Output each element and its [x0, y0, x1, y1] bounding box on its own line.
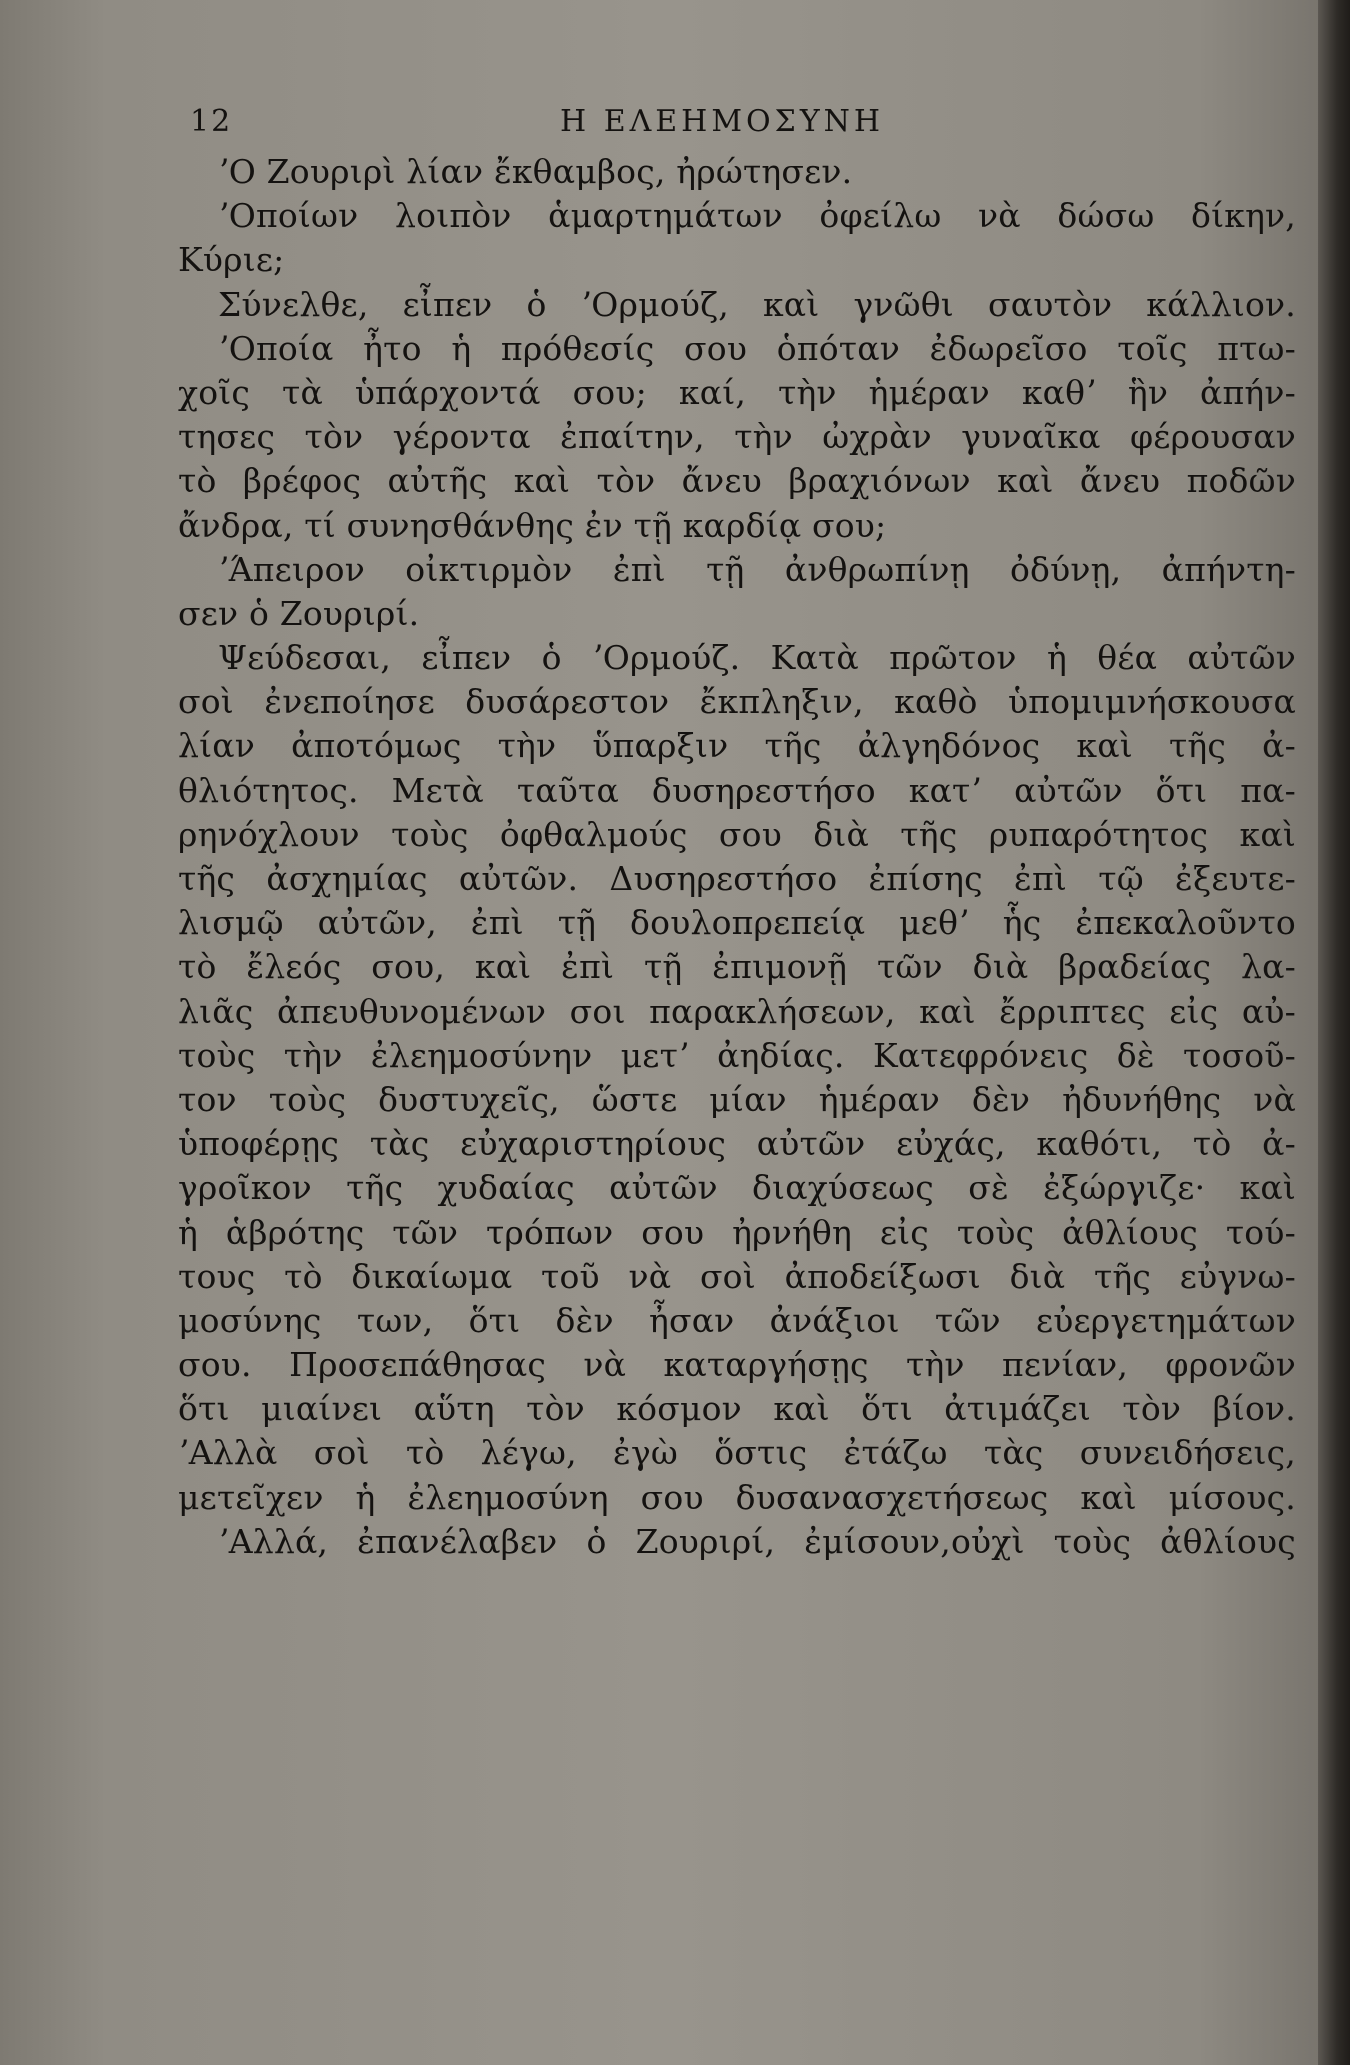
- text-line: θλιότητος. Μετὰ ταῦτα δυσηρεστήσο κατʼ αὐτῶν ὅτι πα-: [178, 770, 1296, 810]
- text-line: τῆς ἀσχημίας αὐτῶν. Δυσηρεστήσο ἐπίσης ἐπὶ τῷ ἐξευτε-: [178, 859, 1296, 898]
- text-line: λίαν ἀποτόμως τὴν ὕπαρξιν τῆς ἀλγηδόνος καὶ τῆς ἀ-: [178, 726, 1296, 766]
- text-line: ἄνδρα, τί συνησθάνθης ἐν τῇ καρδίᾳ σου;: [178, 505, 887, 545]
- text-line: ὅτι μιαίνει αὕτη τὸν κόσμον καὶ ὅτι ἀτιμάζει τὸν βίον.: [178, 1389, 1296, 1429]
- text-line: Σύνελθε, εἶπεν ὁ ʼΟρμούζ, καὶ γνῶθι σαυτὸν κάλλιον.: [218, 284, 1296, 324]
- text-line: γροῖκον τῆς χυδαίας αὐτῶν διαχύσεως σὲ ἐξώργιζε· καὶ: [178, 1168, 1296, 1208]
- text-line: ʼΟποία ἦτο ἡ πρόθεσίς σου ὁπόταν ἐδωρεῖσο τοῖς πτω-: [218, 328, 1296, 368]
- text-line: σου. Προσεπάθησας νὰ καταργήσῃς τὴν πενίαν, φρονῶν: [178, 1345, 1296, 1385]
- text-line: μετεῖχεν ἡ ἐλεημοσύνη σου δυσανασχετήσεως καὶ μίσους.: [178, 1477, 1296, 1517]
- text-line: ὑποφέρῃς τὰς εὐχαριστηρίους αὐτῶν εὐχάς, καθότι, τὸ ἀ-: [178, 1124, 1296, 1164]
- text-line: χοῖς τὰ ὑπάρχοντά σου; καί, τὴν ἡμέραν καθʼ ἣν ἀπήν-: [178, 372, 1296, 412]
- text-line: τους τὸ δικαίωμα τοῦ νὰ σοὶ ἀποδείξωσι διὰ τῆς εὐγνω-: [178, 1256, 1296, 1296]
- running-title: Η ΕΛΕΗΜΟΣΥΝΗ: [560, 104, 885, 139]
- page-edge-shadow: [1318, 0, 1350, 2065]
- text-line: Κύριε;: [178, 240, 285, 280]
- text-line: ρηνόχλουν τοὺς ὀφθαλμούς σου διὰ τῆς ρυπαρότητος καὶ: [178, 814, 1296, 854]
- text-line: τὸ ἔλεός σου, καὶ ἐπὶ τῇ ἐπιμονῇ τῶν διὰ βραδείας λα-: [178, 947, 1296, 987]
- text-line: μοσύνης των, ὅτι δὲν ἦσαν ἀνάξιοι τῶν εὐεργετημάτων: [178, 1300, 1296, 1340]
- text-line: ʼΑλλὰ σοὶ τὸ λέγω, ἐγὼ ὅστις ἐτάζω τὰς συνειδήσεις,: [178, 1433, 1296, 1473]
- text-line: Ψεύδεσαι, εἶπεν ὁ ʼΟρμούζ. Κατὰ πρῶτον ἡ θέα αὐτῶν: [218, 638, 1296, 678]
- text-line: ʼΑλλά, ἐπανέλαβεν ὁ Ζουριρί, ἐμίσουν,οὐχὶ τοὺς ἀθλίους: [218, 1521, 1296, 1561]
- page-header: [190, 100, 1280, 152]
- text-line: τὸ βρέφος αὐτῆς καὶ τὸν ἄνευ βραχιόνων καὶ ἄνευ ποδῶν: [178, 461, 1296, 501]
- text-line: ʼΟποίων λοιπὸν ἁμαρτημάτων ὀφείλω νὰ δώσω δίκην,: [218, 196, 1296, 236]
- text-line: ʼΟ Ζουριρὶ λίαν ἔκθαμβος, ἠρώτησεν.: [218, 152, 853, 191]
- text-line: λισμῷ αὐτῶν, ἐπὶ τῇ δουλοπρεπείᾳ μεθʼ ἧς ἐπεκαλοῦντο: [178, 903, 1296, 943]
- text-line: σεν ὁ Ζουριρί.: [178, 593, 420, 633]
- text-line: σοὶ ἐνεποίησε δυσάρεστον ἔκπληξιν, καθὸ ὑπομιμνήσκουσα: [178, 682, 1296, 722]
- text-line: τον τοὺς δυστυχεῖς, ὥστε μίαν ἡμέραν δὲν ἠδυνήθης νὰ: [178, 1079, 1296, 1119]
- text-line: λιᾶς ἀπευθυνομένων σοι παρακλήσεων, καὶ ἔρριπτες εἰς αὐ-: [178, 991, 1296, 1031]
- text-line: ʼΆπειρον οἰκτιρμὸν ἐπὶ τῇ ἀνθρωπίνῃ ὀδύνῃ, ἀπήντη-: [218, 549, 1296, 589]
- text-line: τησες τὸν γέροντα ἐπαίτην, τὴν ὠχρὰν γυναῖκα φέρουσαν: [178, 417, 1296, 457]
- page-number: 12: [190, 104, 233, 139]
- text-line: τοὺς τὴν ἐλεημοσύνην μετʼ ἀηδίας. Κατεφρόνεις δὲ τοσοῦ-: [178, 1035, 1296, 1075]
- body-text: [178, 150, 1296, 1564]
- text-line: ἡ ἁβρότης τῶν τρόπων σου ἠρνήθη εἰς τοὺς ἀθλίους τού-: [178, 1212, 1296, 1252]
